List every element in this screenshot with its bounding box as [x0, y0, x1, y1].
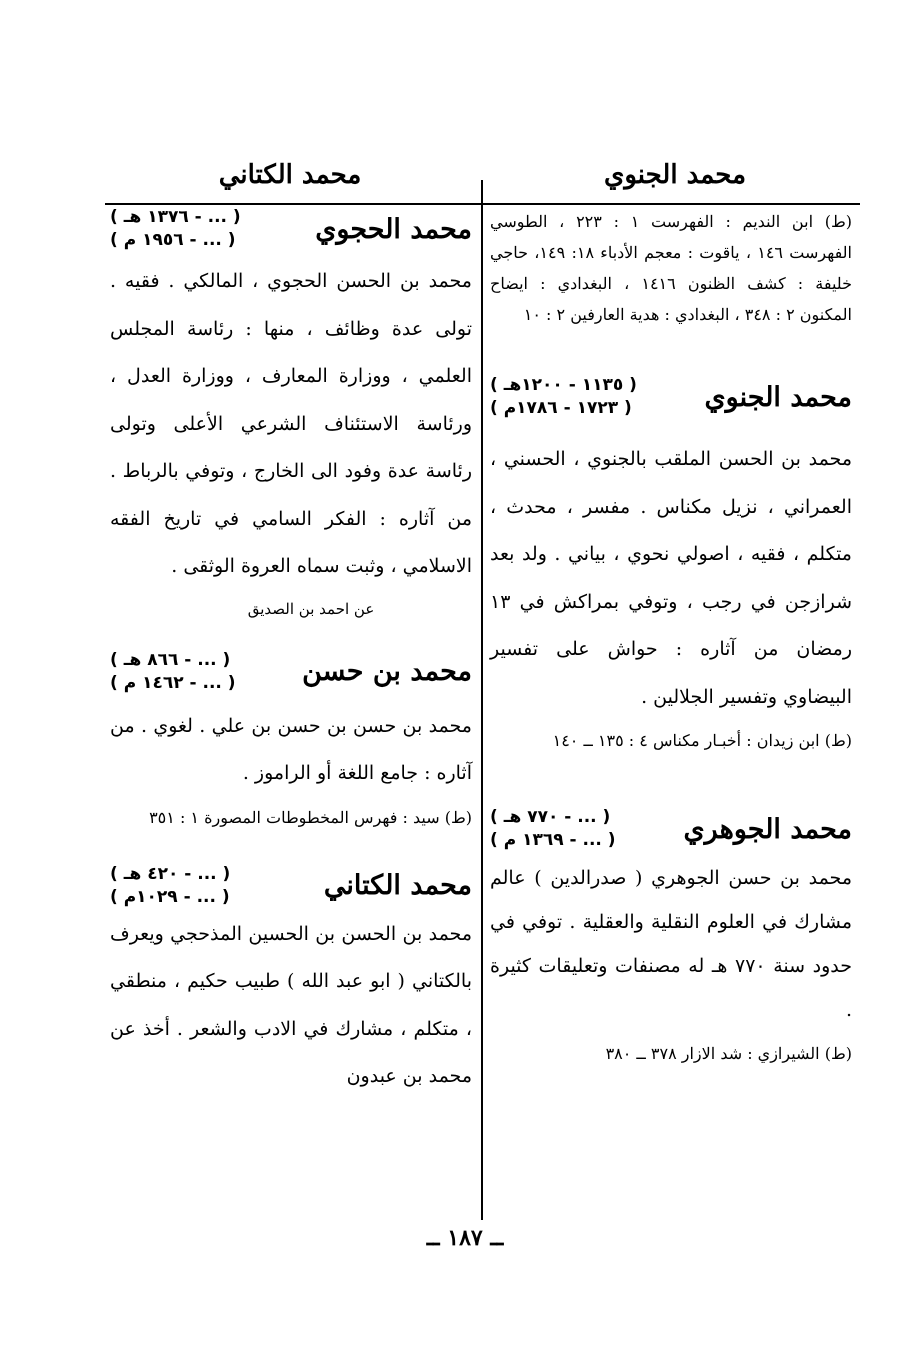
attribution: عن احمد بن الصديق: [247, 599, 375, 618]
entry-heading: [110, 863, 472, 909]
dates-hijri: ( ... - ٤٢٠ هـ ): [110, 863, 231, 884]
entry-name: محمد الحجوي: [315, 213, 472, 245]
entry-heading: [490, 806, 852, 852]
entry-heading: [490, 374, 852, 420]
dates-gregorian: ( ... - ١٠٢٩م ): [110, 886, 230, 907]
entry-name: محمد بن حسن: [302, 656, 472, 687]
dates-gregorian: ( ١٧٢٣ - ١٧٨٦م ): [490, 398, 632, 418]
reference-note: (ط) سيد : فهرس المخطوطات المصورة ١ : ٣٥١: [149, 807, 472, 827]
dates-hijri: ( ... - ٧٧٠ هـ ): [490, 807, 611, 827]
entry-name: محمد الجوهري: [683, 813, 852, 845]
dates-gregorian: ( ... - ١٩٥٦ م ): [110, 230, 236, 250]
entry-text: محمد بن الحسن بن الحسين المذحجي ويعرف بالكتاني ( ابو عبد الله ) طبيب حكيم ، منطقي ، متكلم ، مشارك في الادب والشعر . أخذ عن محمد بن عبدون: [110, 922, 472, 1087]
dates-gregorian: ( ... - ١٣٦٩ م ): [490, 830, 616, 850]
entry-heading: [110, 206, 472, 252]
entry-dates: [110, 863, 230, 909]
reference-note: (ط) ابن النديم : الفهرست ١ : ٢٢٣ ، الطوسي الفهرست ١٤٦ ، ياقوت : معجم الأدباء ١٨: ١٤٩، حاجي خليفة : كشف الظنون ١٤١٦ ، البغدادي : ايضاح المكنون ٢ : ٣٤٨ ، البغدادي : هدية العارفين ٢ : ١٠: [490, 212, 853, 324]
entry-dates: [110, 206, 241, 252]
entry-heading: [110, 649, 472, 695]
entry-dates: [490, 374, 637, 420]
right-column: [490, 206, 852, 1069]
entry-text: محمد بن حسن الجوهري ( صدرالدين ) عالم مشارك في العلوم النقلية والعقلية . توفي في حدود سنة ٧٧٠ هـ له مصنفات وتعليقات كثيرة .: [490, 867, 852, 1021]
dates-hijri: ( ١١٣٥ - ١٢٠٠هـ ): [490, 375, 637, 395]
running-head-left: محمد الكتاني: [218, 160, 362, 190]
entry-text: محمد بن الحسن الملقب بالجنوي ، الحسني ، العمراني ، نزيل مكناس . مفسر ، محدث ، متكلم ، فقيه ، اصولي نحوي ، بياني . ولد بعد شرازجن في رجب ، وتوفي بمراكش في ١٣ رمضان من آثاره : حواش على تفسير البيضاوي وتفسير الجلالين .: [490, 448, 852, 708]
reference-note: (ط) ابن زيدان : أخبـار مكناس ٤ : ١٣٥ ــ ١٤٠: [552, 731, 852, 750]
entry-name: محمد الجنوي: [704, 381, 852, 413]
entry-text: محمد بن الحسن الحجوي ، المالكي . فقيه . تولى عدة وظائف ، منها : رئاسة المجلس العلمي ، ووزارة المعارف ، ووزارة العدل ، ورئاسة الاستئناف الشرعي الأعلى وتولى رئاسة عدة وفود الى الخارج ، وتوفي بالرباط . من آثاره : الفكر السامي في تاريخ الفقه الاسلامي ، وثبت سماه العروة الوثقى .: [110, 270, 472, 577]
left-column: [110, 206, 472, 1101]
dates-hijri: ( ... - ٨٦٦ هـ ): [110, 649, 231, 670]
running-head-right: محمد الجنوي: [604, 160, 746, 190]
reference-note: (ط) الشيرازي : شد الازار ٣٧٨ ــ ٣٨٠: [605, 1044, 852, 1063]
dates-gregorian: ( ... - ١٤٦٢ م ): [110, 672, 236, 693]
entry-dates: [110, 649, 236, 695]
entry-text: محمد بن حسن بن حسن بن علي . لغوي . من آثاره : جامع اللغة أو الراموز .: [110, 714, 472, 784]
entry-dates: [490, 806, 616, 852]
entry-name: محمد الكتاني: [323, 870, 472, 901]
column-divider: [481, 180, 483, 1220]
page-number: ــ ١٨٧ ــ: [426, 1225, 504, 1251]
dates-hijri: ( ... - ١٣٧٦ هـ ): [110, 207, 241, 227]
